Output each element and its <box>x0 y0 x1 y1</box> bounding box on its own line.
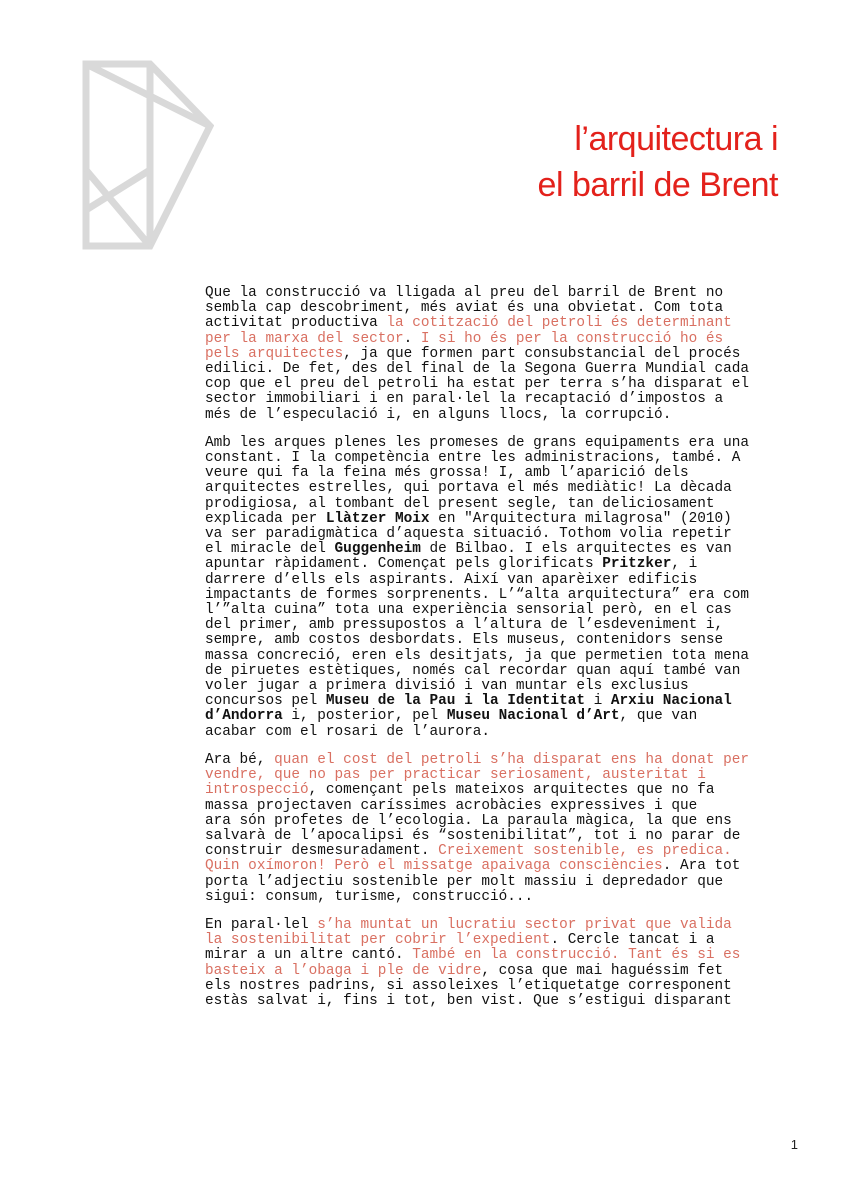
text-run: Que la construcció va lligada al preu del barril de Brent no sembla cap descobriment, més aviat és una obvietat. Com tota activitat productiva <box>205 285 724 332</box>
brand-logo-icon <box>82 60 214 250</box>
article-body <box>205 286 803 1022</box>
title-line-2: el barril de Brent <box>537 166 778 204</box>
page-number: 1 <box>790 1137 798 1152</box>
text-run: , que van acabar com el rosari de l’aurora. <box>205 708 698 740</box>
text-run: . <box>403 330 421 347</box>
bold-text-run: Museu Nacional d’Art <box>446 708 620 725</box>
text-run: Ara bé, <box>205 751 275 768</box>
text-run: en "Arquitectura milagrosa" (2010) va ser paradigmàtica d’aquesta situació. Tothom volia repetir el miracle del <box>205 510 732 558</box>
text-run: de Bilbao. I els arquitectes es van apuntar ràpidament. Començat pels glorificats <box>205 541 732 573</box>
text-run: . Ara tot porta l’adjectiu sostenible per molt massiu i depredador que sigui: consum, turisme, construcció... <box>205 858 741 905</box>
document-title <box>538 116 778 208</box>
text-run: , començant pels mateixos arquitectes que no fa massa projectaven caríssimes acrobàcies expressives i que ara són profetes de l’ecologia. La paraula màgica, la que ens salvarà de l’apocalipsi és “sostenibilitat”, tot i no parar de construir desmesuradament. <box>205 782 741 860</box>
text-run: , ja que formen part consubstancial del procés edilici. De fet, des del final de la Segona Guerra Mundial cada cop que el preu del petroli ha estat per terra s’ha disparat el sector immobiliari i en paral·lel la recaptació d’impostos a més de l’especulació i, en alguns llocs, la corrupció. <box>205 345 750 423</box>
highlighted-text-run: Creixement sostenible, es predica. Quin oxímoron! Però el missatge apaivaga consciències <box>205 843 732 875</box>
paragraph <box>205 436 803 740</box>
text-run: En paral·lel <box>205 916 318 933</box>
highlighted-text-run: quan el cost del petroli s’ha disparat ens ha donat per vendre, que no pas per practicar seriosament, austeritat i introspecció <box>205 751 750 799</box>
bold-text-run: Pritzker <box>602 556 672 573</box>
text-run: i, posterior, pel <box>282 708 447 725</box>
text-run: Amb les arques plenes les promeses de grans equipaments era una constant. I la competència entre les administracions, també. A veure qui fa la feina més grossa! I, amb l’aparició dels arquitectes estrelles, qui portava el més mediàtic! La dècada prodigiosa, al tombant del present segle, tan deliciosament explicada per <box>205 434 750 527</box>
text-run: . Cercle tancat i a mirar a un altre cantó. <box>205 932 715 964</box>
highlighted-text-run: També en la construcció. Tant és si es basteix a l’obaga i ple de vidre <box>205 947 741 979</box>
text-run: i <box>584 693 611 710</box>
highlighted-text-run: s’ha muntat un lucratiu sector privat que valida la sostenibilitat per cobrir l’expedient <box>205 916 732 949</box>
bold-text-run: Arxiu Nacional d’Andorra <box>205 693 732 725</box>
bold-text-run: Llàtzer Moix <box>325 510 430 527</box>
text-run: , cosa que mai haguéssim fet els nostres padrins, si assoleixes l’etiquetatge corresponent estàs salvat i, fins i tot, ben vist. Que s’estigui disparant <box>205 962 732 1009</box>
highlighted-text-run: la cotització del petroli és determinant per la marxa del sector <box>205 315 732 347</box>
text-run: , i darrere d’ells els aspirants. Així van aparèixer edificis impactants de formes sorprenents. L’“alta arquitectura” era com l’”alta cuina” tota una experiència sensorial però, en el cas del primer, amb pressupostos a l’altura de l’esdeveniment i, sempre, amb costos desbordats. Els museus, contenidors sense massa concreció, eren els desitjats, ja que permetien tota mena de piruetes estètiques, només cal recordar quan aquí també van voler jugar a primera divisió i van muntar els exclusius concursos pel <box>205 556 750 710</box>
title-line-1: l’arquitectura i <box>574 120 778 158</box>
paragraph <box>205 286 803 423</box>
highlighted-text-run: I si ho és per la construcció ho és pels arquitectes <box>205 330 724 362</box>
bold-text-run: Guggenheim <box>334 541 421 558</box>
paragraph <box>205 753 803 905</box>
bold-text-run: Museu de la Pau i la Identitat <box>325 693 585 710</box>
paragraph <box>205 918 803 1009</box>
